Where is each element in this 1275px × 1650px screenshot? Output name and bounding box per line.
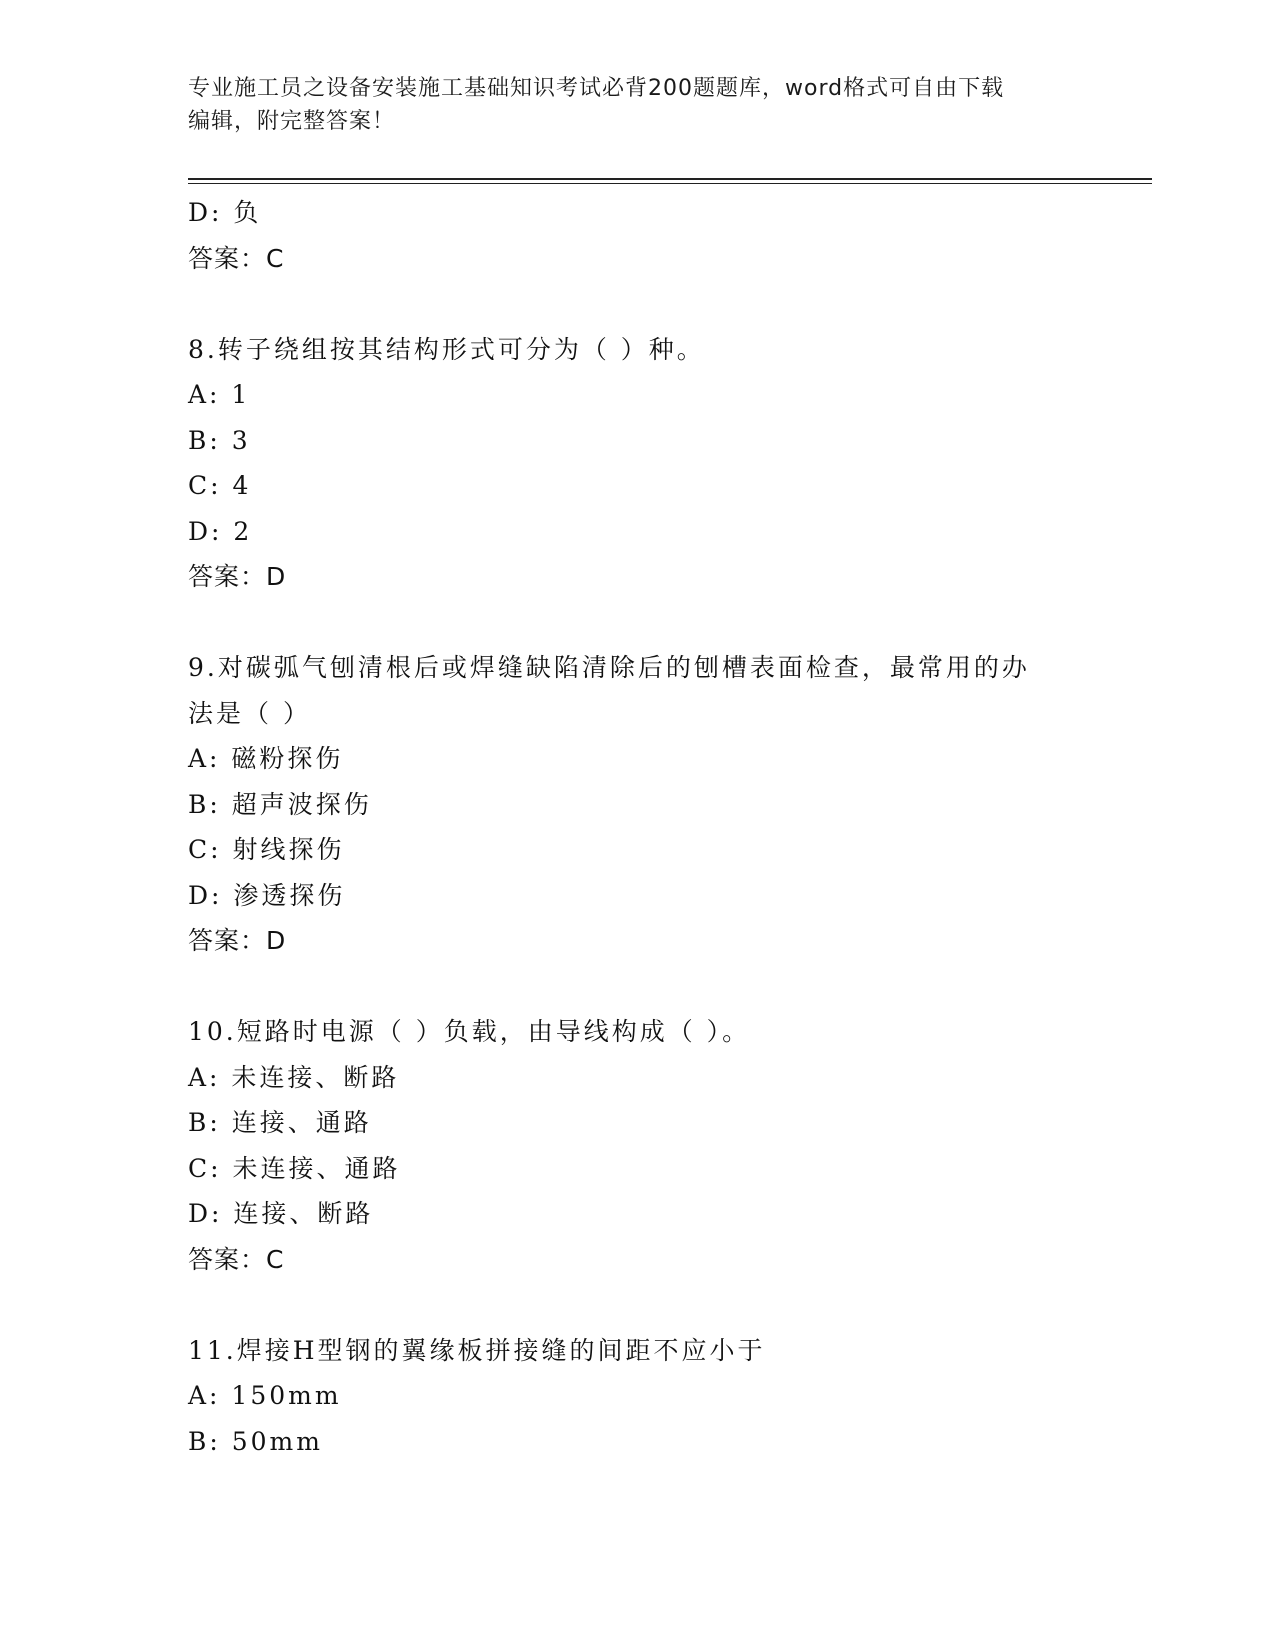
question-block <box>188 645 1088 964</box>
question-block <box>188 1328 1088 1465</box>
question-stem: 11.焊接H型钢的翼缘板拼接缝的间距不应小于 <box>188 1335 766 1365</box>
header-line-2: 编辑，附完整答案！ <box>188 109 396 134</box>
question-block <box>188 1009 1088 1282</box>
question-block <box>188 327 1088 600</box>
option-b: B: 50mm <box>188 1426 323 1456</box>
document-header <box>188 72 1068 138</box>
option-a: A: 磁粉探伤 <box>188 744 344 773</box>
header-line-1: 专业施工员之设备安装施工基础知识考试必背200题题库，word格式可自由下载 <box>188 76 1005 101</box>
option-b: B: 超声波探伤 <box>188 789 372 819</box>
question-stem: 10.短路时电源（ ）负载，由导线构成（ ）。 <box>188 1017 751 1046</box>
option-a: A: 1 <box>188 380 251 409</box>
answer-line: 答案：C <box>188 243 285 273</box>
answer-line: 答案：D <box>188 926 287 955</box>
option-d: D: 负 <box>188 198 262 227</box>
option-a: A: 未连接、断路 <box>188 1062 400 1092</box>
question-stem-continued: 法是（ ） <box>188 698 311 728</box>
option-b: B: 3 <box>188 425 251 455</box>
option-c: C: 射线探伤 <box>188 835 345 864</box>
question-stem: 9.对碳弧气刨清根后或焊缝缺陷清除后的刨槽表面检查，最常用的办 <box>188 653 1030 682</box>
answer-line: 答案：D <box>188 562 287 591</box>
option-a: A: 150mm <box>188 1381 342 1410</box>
answer-line: 答案：C <box>188 1244 285 1274</box>
option-d: D: 2 <box>188 516 253 546</box>
option-d: D: 连接、断路 <box>188 1199 374 1228</box>
question-stem: 8.转子绕组按其结构形式可分为（ ）种。 <box>188 334 705 364</box>
option-b: B: 连接、通路 <box>188 1108 372 1137</box>
option-d: D: 渗透探伤 <box>188 880 346 910</box>
header-divider-thin <box>188 183 1152 184</box>
header-divider-thick <box>188 178 1152 180</box>
option-c: C: 4 <box>188 471 252 500</box>
option-c: C: 未连接、通路 <box>188 1153 401 1183</box>
question-list <box>188 190 1088 1464</box>
